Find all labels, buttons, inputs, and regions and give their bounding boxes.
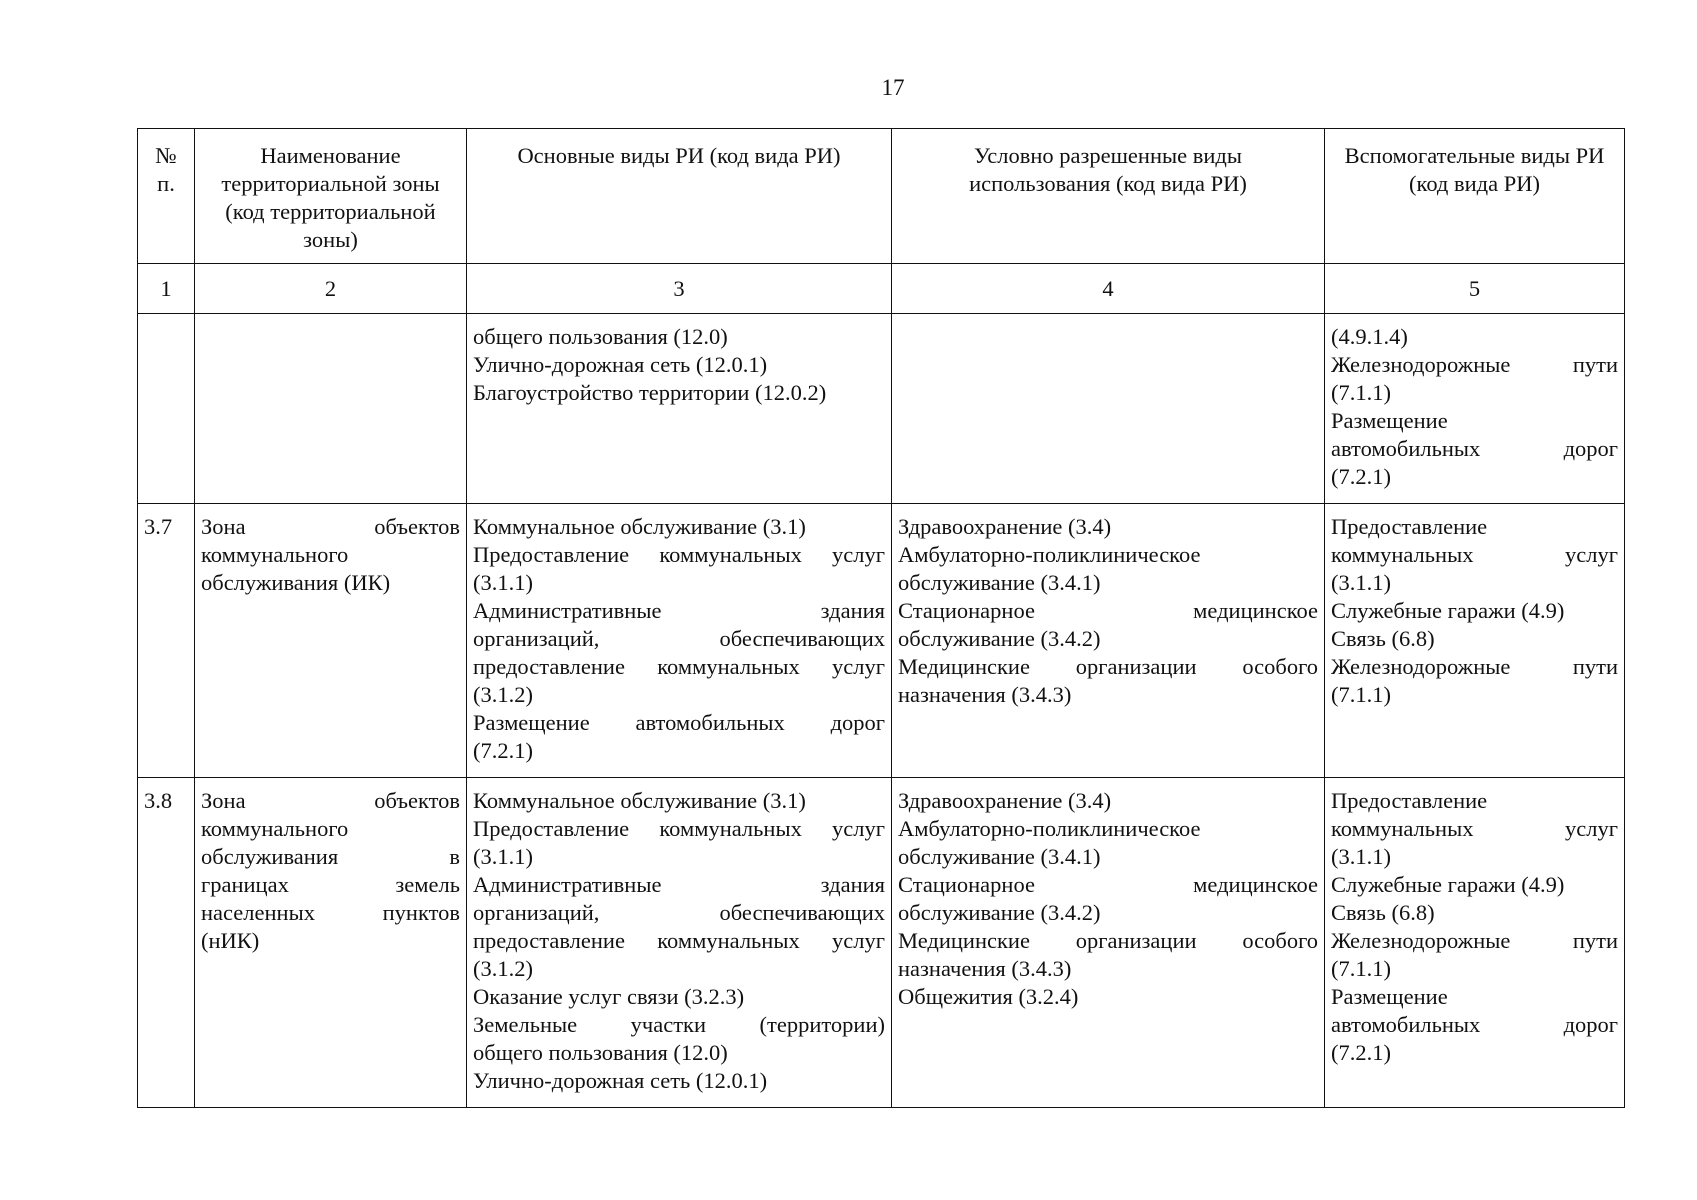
header-zone-name (195, 129, 467, 264)
cell-line: предоставление коммунальных услуг (473, 654, 885, 679)
cell-line: Связь (6.8) (1331, 626, 1435, 651)
cell-line: Железнодорожные пути (1331, 928, 1618, 953)
cell-line: (4.9.1.4) (1331, 324, 1408, 349)
row-number: 3.7 (138, 504, 195, 778)
row-number: 3.8 (138, 778, 195, 1108)
cell-line: (7.1.1) (1331, 682, 1391, 707)
cell-line: организаций, обеспечивающих (473, 900, 885, 925)
cell-line: обслуживание (3.4.1) (898, 570, 1101, 595)
cell-line: обслуживания (ИК) (201, 570, 391, 595)
cell-line: зоны) (303, 227, 358, 252)
cell-line: Основные виды РИ (код вида РИ) (517, 143, 841, 168)
cell-line: (код вида РИ) (1409, 171, 1540, 196)
auxiliary-uses-cell (1325, 504, 1625, 778)
cell-line: (код территориальной (225, 199, 436, 224)
cell-line: Зона объектов (201, 788, 460, 813)
cell-line: Коммунальное обслуживание (3.1) (473, 788, 806, 813)
cell-line: общего пользования (12.0) (473, 324, 728, 349)
cell-line: населенных пунктов (201, 900, 460, 925)
header-auxiliary-uses (1325, 129, 1625, 264)
header-conditional-uses (892, 129, 1325, 264)
cell-line: Вспомогательные виды РИ (1344, 143, 1605, 168)
zones-table (137, 128, 1625, 1108)
cell-line: Административные здания (473, 872, 885, 897)
cell-line: Земельные участки (территории) (473, 1012, 885, 1037)
cell-line: Амбулаторно-поликлиническое (898, 816, 1201, 841)
conditional-uses-cell (892, 314, 1325, 504)
cell-line: Условно разрешенные виды (974, 143, 1242, 168)
cell-line: Оказание услуг связи (3.2.3) (473, 984, 745, 1009)
auxiliary-uses-cell (1325, 314, 1625, 504)
cell-line: обслуживания в (201, 844, 460, 869)
cell-line: Связь (6.8) (1331, 900, 1435, 925)
cell-line: автомобильных дорог (1331, 436, 1618, 461)
page-number: 17 (881, 75, 905, 100)
cell-line: границах земель (201, 872, 460, 897)
main-uses-cell (467, 778, 892, 1108)
cell-line: назначения (3.4.3) (898, 682, 1072, 707)
cell-line: автомобильных дорог (1331, 1012, 1618, 1037)
main-uses-cell (467, 314, 892, 504)
cell-line: Железнодорожные пути (1331, 352, 1618, 377)
header-number (138, 129, 195, 264)
column-number: 2 (195, 264, 467, 314)
cell-line: п. (157, 171, 175, 196)
cell-line: общего пользования (12.0) (473, 1040, 728, 1065)
cell-line: обслуживание (3.4.2) (898, 900, 1101, 925)
cell-line: (7.2.1) (473, 738, 533, 763)
cell-line: Предоставление коммунальных услуг (473, 816, 885, 841)
table-row (138, 778, 1625, 1108)
column-number: 5 (1325, 264, 1625, 314)
row-number (138, 314, 195, 504)
cell-line: Стационарное медицинское (898, 598, 1318, 623)
column-number: 3 (467, 264, 892, 314)
cell-line: (7.2.1) (1331, 1040, 1391, 1065)
cell-line: (3.1.2) (473, 956, 533, 981)
table-row (138, 314, 1625, 504)
cell-line: Коммунальное обслуживание (3.1) (473, 514, 806, 539)
zone-name-cell (195, 504, 467, 778)
cell-line: (7.1.1) (1331, 380, 1391, 405)
column-number: 1 (138, 264, 195, 314)
header-row (138, 129, 1625, 264)
cell-line: (3.1.1) (1331, 570, 1391, 595)
conditional-uses-cell (892, 778, 1325, 1108)
cell-line: (3.1.1) (1331, 844, 1391, 869)
cell-line: Здравоохранение (3.4) (898, 514, 1112, 539)
column-number: 4 (892, 264, 1325, 314)
cell-line: (нИК) (201, 928, 260, 953)
cell-line: Железнодорожные пути (1331, 654, 1618, 679)
cell-line: Медицинские организации особого (898, 928, 1318, 953)
cell-line: (7.1.1) (1331, 956, 1391, 981)
cell-line: организаций, обеспечивающих (473, 626, 885, 651)
cell-line: территориальной зоны (221, 171, 440, 196)
cell-line: Предоставление коммунальных услуг (473, 542, 885, 567)
cell-line: (7.2.1) (1331, 464, 1391, 489)
cell-line: Предоставление (1331, 514, 1488, 539)
zone-name-cell (195, 778, 467, 1108)
cell-line: Административные здания (473, 598, 885, 623)
cell-line: коммунальных услуг (1331, 816, 1618, 841)
cell-line: обслуживание (3.4.2) (898, 626, 1101, 651)
cell-line: использования (код вида РИ) (969, 171, 1247, 196)
conditional-uses-cell (892, 504, 1325, 778)
auxiliary-uses-cell (1325, 778, 1625, 1108)
cell-line: Стационарное медицинское (898, 872, 1318, 897)
cell-line: Здравоохранение (3.4) (898, 788, 1112, 813)
cell-line: Размещение автомобильных дорог (473, 710, 885, 735)
cell-line: Улично-дорожная сеть (12.0.1) (473, 1068, 768, 1093)
main-uses-cell (467, 504, 892, 778)
cell-line: коммунального (201, 542, 349, 567)
header-main-uses (467, 129, 892, 264)
table-row (138, 504, 1625, 778)
cell-line: Служебные гаражи (4.9) (1331, 598, 1565, 623)
cell-line: Служебные гаражи (4.9) (1331, 872, 1565, 897)
cell-line: Амбулаторно-поликлиническое (898, 542, 1201, 567)
cell-line: коммунальных услуг (1331, 542, 1618, 567)
cell-line: Размещение (1331, 408, 1448, 433)
column-numbers-row (138, 264, 1625, 314)
cell-line: Общежития (3.2.4) (898, 984, 1079, 1009)
cell-line: Размещение (1331, 984, 1448, 1009)
cell-line: (3.1.1) (473, 570, 533, 595)
cell-line: (3.1.2) (473, 682, 533, 707)
cell-line: назначения (3.4.3) (898, 956, 1072, 981)
cell-line: Наименование (260, 143, 401, 168)
cell-line: (3.1.1) (473, 844, 533, 869)
zone-name-cell (195, 314, 467, 504)
cell-line: Медицинские организации особого (898, 654, 1318, 679)
cell-line: Зона объектов (201, 514, 460, 539)
cell-line: Улично-дорожная сеть (12.0.1) (473, 352, 768, 377)
cell-line: коммунального (201, 816, 349, 841)
cell-line: обслуживание (3.4.1) (898, 844, 1101, 869)
cell-line: предоставление коммунальных услуг (473, 928, 885, 953)
cell-line: № (155, 143, 177, 168)
cell-line: Предоставление (1331, 788, 1488, 813)
cell-line: Благоустройство территории (12.0.2) (473, 380, 827, 405)
